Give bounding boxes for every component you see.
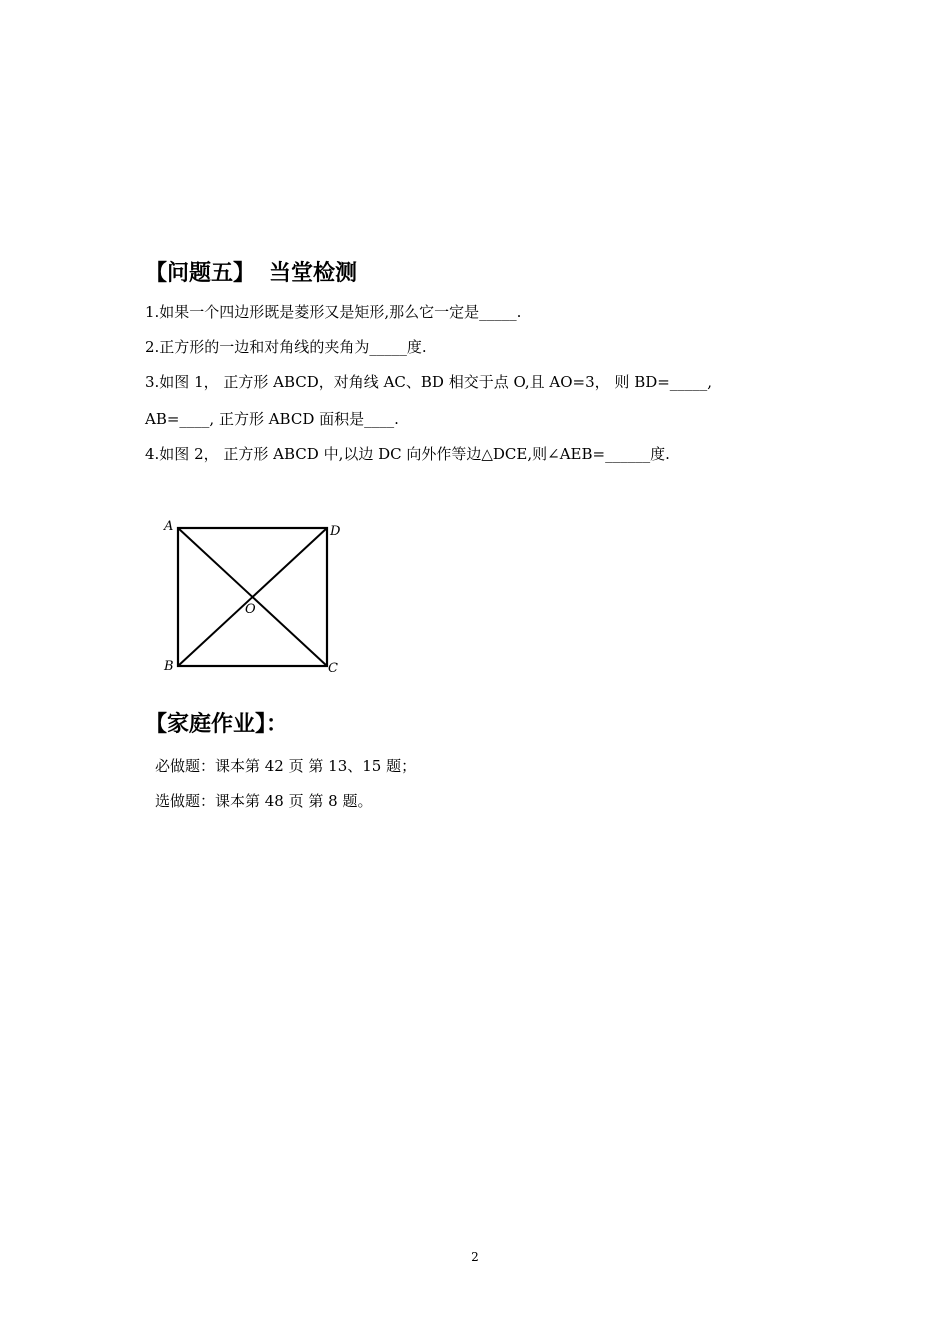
question-1: 1.如果一个四边形既是菱形又是矩形,那么它一定是_____. <box>145 303 522 321</box>
homework-optional: 选做题：课本第 48 页 第 8 题。 <box>155 792 373 810</box>
vertex-label-c: C <box>328 661 338 676</box>
question-3-line-2: AB=____, 正方形 ABCD 面积是____. <box>145 410 399 428</box>
homework-required: 必做题：课本第 42 页 第 13、15 题； <box>155 757 417 775</box>
square-diagram <box>158 515 348 680</box>
vertex-label-d: D <box>330 524 341 539</box>
vertex-label-a: A <box>164 519 174 534</box>
question-2: 2.正方形的一边和对角线的夹角为_____度. <box>145 338 427 356</box>
question-3-line-1: 3.如图 1， 正方形 ABCD，对角线 AC、BD 相交于点 O,且 AO=3， 则 BD=_____, <box>145 373 713 391</box>
center-label-o: O <box>245 602 256 617</box>
homework-heading: 【家庭作业】： <box>145 712 289 737</box>
question-4: 4.如图 2， 正方形 ABCD 中,以边 DC 向外作等边△DCE,则∠AEB=______度. <box>145 445 670 463</box>
page-number: 2 <box>471 1250 479 1264</box>
vertex-label-b: B <box>164 659 174 674</box>
section-title: 【问题五】 <box>145 261 256 286</box>
section-heading-problem-5 <box>145 261 357 287</box>
section-subtitle: 当堂检测 <box>269 261 358 286</box>
